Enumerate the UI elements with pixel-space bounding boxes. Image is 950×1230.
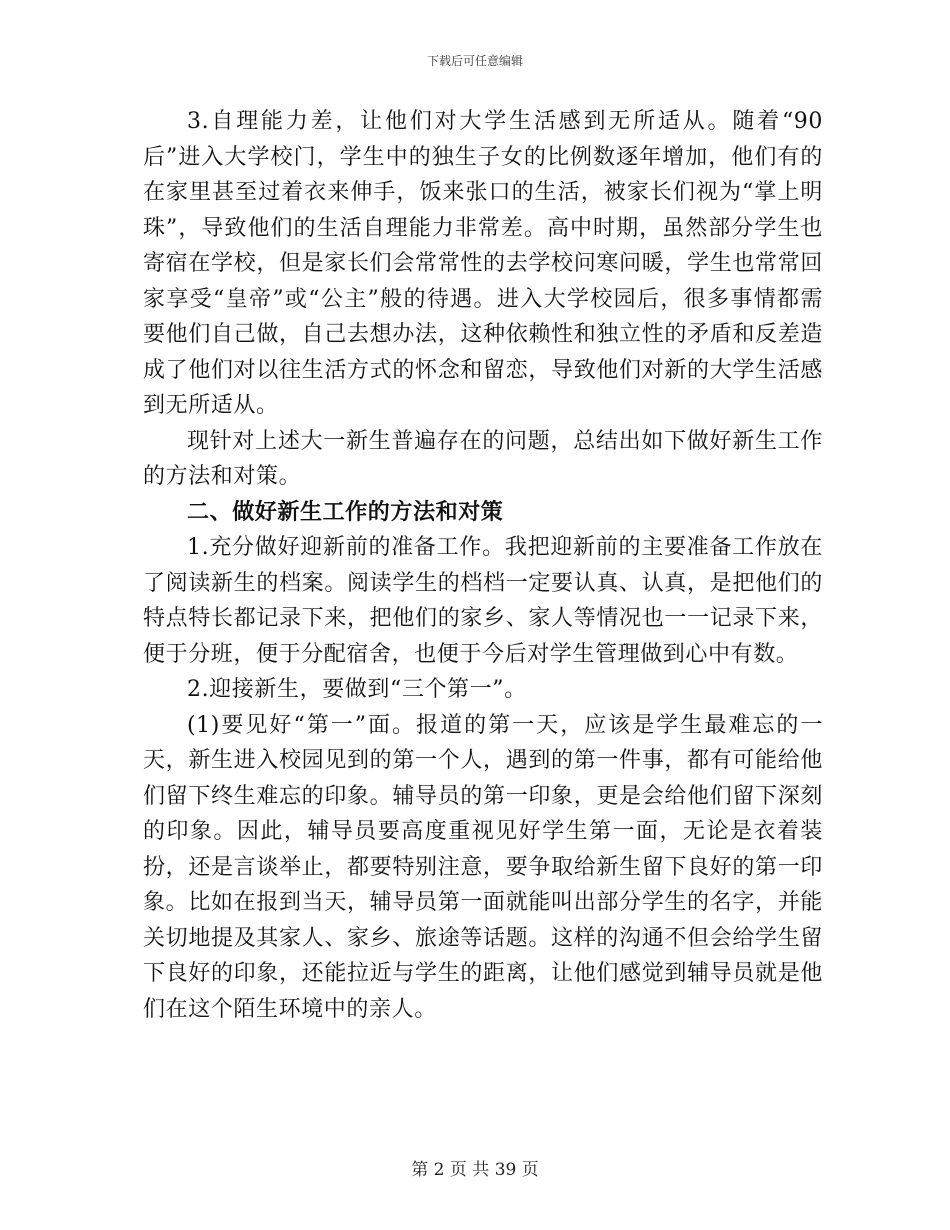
page-header: 下载后可任意编辑 <box>426 54 523 68</box>
page-footer: 第 2 页 共 39 页 <box>411 1160 539 1180</box>
paragraph-three-firsts: 2.迎接新生，要做到“三个第一”。 <box>187 677 527 702</box>
paragraph-preparation: 1.充分做好迎新前的准备工作。我把迎新前的主要准备工作放在了阅读新生的档案。阅读学生的档档一定要认真、认真，是把他们的特点特长都记录下来，把他们的家乡、家人等情况也一一记录下来，便于分班，便于分配宿舍，也便于今后对学生管理做到心中有数。 <box>143 535 823 667</box>
paragraph-self-care: 3.自理能力差，让他们对大学生活感到无所适从。随着“90后”进入大学校门，学生中的独生子女的比例数逐年增加，他们有的在家里甚至过着衣来伸手，饭来张口的生活，被家长们视为“掌上明珠”，导致他们的生活自理能力非常差。高中时期，虽然部分学生也寄宿在学校，但是家长们会常常性的去学校问寒问暖，学生也常常回家享受“皇帝”或“公主”般的待遇。进入大学校园后，很多事情都需要他们自己做，自己去想办法，这种依赖性和独立性的矛盾和反差造成了他们对以往生活方式的怀念和留恋，导致他们对新的大学生活感到无所适从。 <box>143 109 823 418</box>
section-heading: 二、做好新生工作的方法和对策 <box>187 499 504 525</box>
paragraph-first-meeting: (1)要见好“第一”面。报道的第一天，应该是学生最难忘的一天，新生进入校园见到的第一个人，遇到的第一件事，都有可能给他们留下终生难忘的印象。辅导员的第一印象，更是会给他们留下深刻的印象。因此，辅导员要高度重视见好学生第一面，无论是衣着装扮，还是言谈举止，都要特别注意，要争取给新生留下良好的第一印象。比如在报到当天，辅导员第一面就能叫出部分学生的名字，并能关切地提及其家人、家乡、旅途等话题。这样的沟通不但会给学生留下良好的印象，还能拉近与学生的距离，让他们感觉到辅导员就是他们在这个陌生环境中的亲人。 <box>143 712 823 1022</box>
paragraph-summary-intro: 现针对上述大一新生普遍存在的问题，总结出如下做好新生工作的方法和对策。 <box>143 428 823 489</box>
document-body <box>143 104 823 1027</box>
